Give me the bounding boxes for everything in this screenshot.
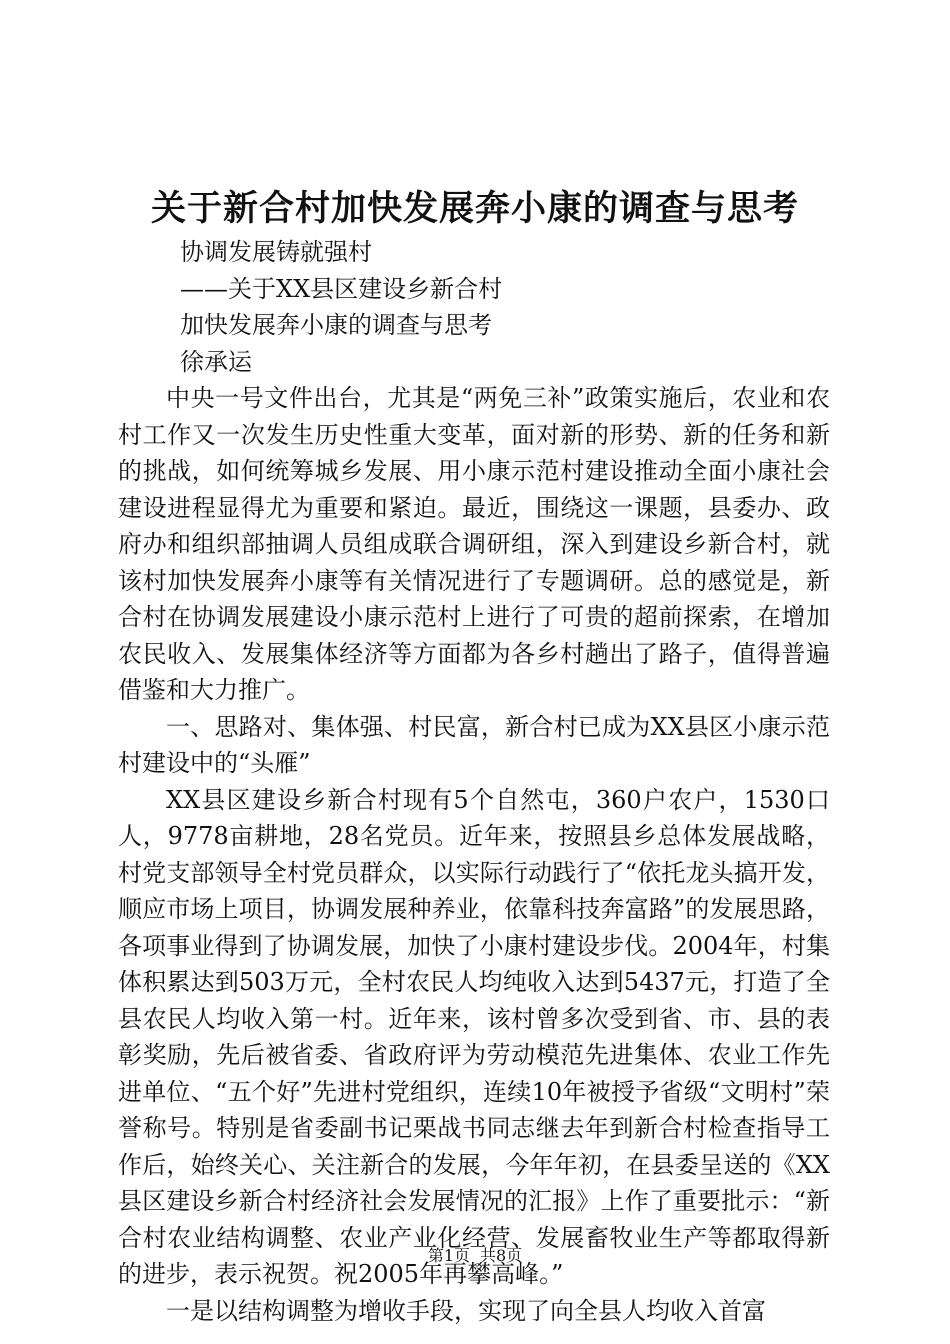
section-heading: 一、思路对、集体强、村民富，新合村已成为XX县区小康示范村建设中的“头雁” (118, 712, 830, 777)
page-footer (0, 1244, 950, 1268)
page-total: 共8页 (480, 1246, 523, 1265)
paragraph: 一是以结构调整为增收手段，实现了向全县人均收入首富 (166, 1296, 766, 1325)
author-name: 徐承运 (180, 347, 252, 376)
paragraph: XX县区建设乡新合村现有5个自然屯，360户农户，1530口人，9778亩耕地，28名党员。近年来，按照县乡总体发展战略，村党支部领导全村党员群众，以实际行动践行了“依托龙头搞开发，顺应市场上项目，协调发展种养业，依靠科技奔富路”的发展思路，各项事业得到了协调发展，加快了小康村建设步伐。2004年，村集体积累达到503万元，全村农民人均纯收入达到5437元，打造了全县农民人均收入第一村。近年来，该村曾多次受到省、市、县的表彰奖励，先后被省委、省政府评为劳动模范先进集体、农业工作先进单位、“五个好”先进村党组织，连续10年被授予省级“文明村”荣誉称号。特别是省委副书记栗战书同志继去年到新合村检查指导工作后，始终关心、关注新合的发展，今年年初，在县委呈送的《XX县区建设乡新合村经济社会发展情况的汇报》上作了重要批示：“新合村农业结构调整、农业产业化经营、发展畜牧业生产等都取得新的进步，表示祝贺。祝2005年再攀高峰。” (118, 785, 830, 1288)
subtitle-line: 协调发展铸就强村 (180, 238, 372, 266)
paragraph: 中央一号文件出台，尤其是“两免三补”政策实施后，农业和农村工作又一次发生历史性重大变革，面对新的形势、新的任务和新的挑战，如何统筹城乡发展、用小康示范村建设推动全面小康社会建设进程显得尤为重要和紧迫。最近，围绕这一课题，县委办、政府办和组织部抽调人员组成联合调研组，深入到建设乡新合村，就该村加快发展奔小康等有关情况进行了专题调研。总的感觉是，新合村在协调发展建设小康示范村上进行了可贵的超前探索，在增加农民收入、发展集体经济等方面都为各乡村趟出了路子，值得普遍借鉴和大力推广。 (118, 384, 830, 704)
page-number: 第1页 (427, 1246, 470, 1265)
subtitle-line: ——关于XX县区建设乡新合村 (180, 274, 503, 303)
subtitle-line: 加快发展奔小康的调查与思考 (180, 311, 492, 339)
document-body (118, 234, 830, 1329)
document-title: 关于新合村加快发展奔小康的调查与思考 (150, 188, 799, 229)
